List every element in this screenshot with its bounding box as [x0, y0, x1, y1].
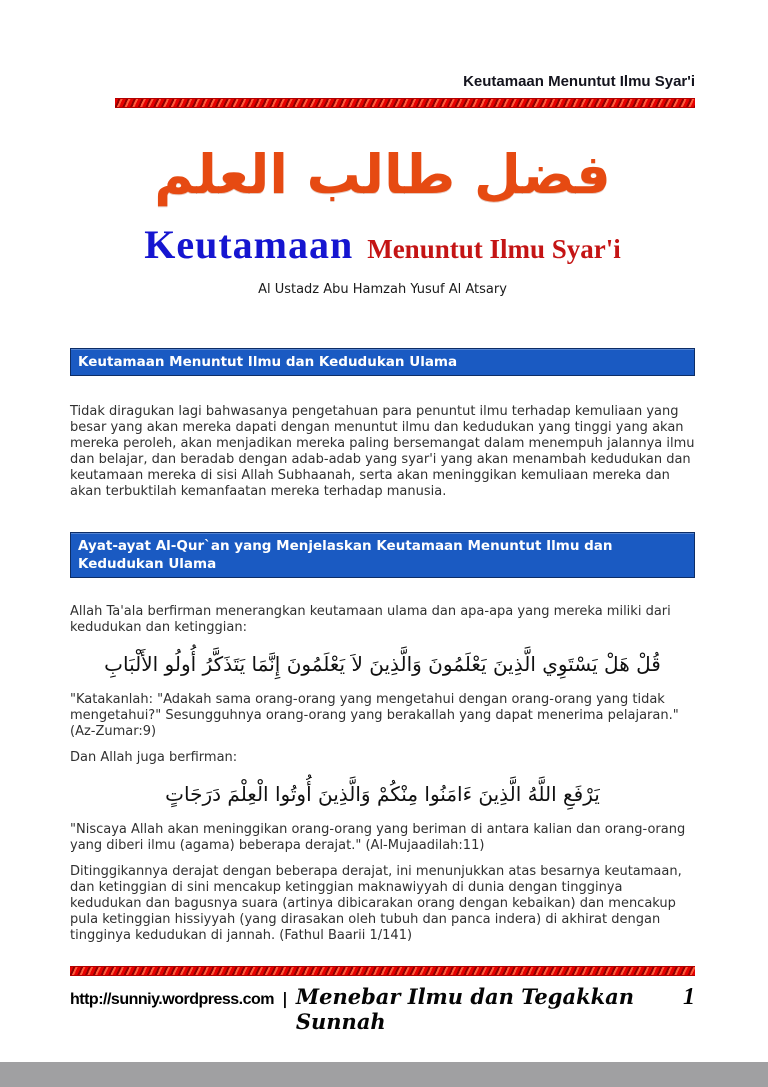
- main-title-secondary: Menuntut Ilmu Syar'i: [367, 234, 621, 264]
- running-head-title: Keutamaan Menuntut Ilmu Syar'i: [463, 73, 695, 90]
- main-title-primary: Keutamaan: [144, 222, 354, 267]
- page-number: 1: [683, 984, 695, 1010]
- footer-separator: |: [282, 989, 288, 1008]
- paragraph-section2-closing: Ditinggikannya derajat dengan beberapa derajat, ini menunjukkan atas besarnya keutamaan, dan ketinggian di sini mencakup ketinggian maknawiyyah di dunia dengan tingginya kedudukan dan bagusnya suara (artinya dibicarakan orang dengan kebaikan) dan mencakup pula ketinggian hissiyyah (yang dirasakan oleh tubuh dan panca indera) di akhirat dengan tingginya kedudukan di jannah. (Fathul Baarii 1/141): [70, 864, 682, 943]
- page-footer: [70, 984, 695, 1034]
- section-heading-ayat-quran: Ayat-ayat Al-Qur`an yang Menjelaskan Keutamaan Menuntut Ilmu dan Kedudukan Ulama: [70, 532, 695, 578]
- arabic-calligraphy-title: فضل طالب العلم: [154, 143, 611, 206]
- footer-tagline: Menebar Ilmu dan Tegakkan Sunnah: [295, 984, 635, 1034]
- main-title: [70, 222, 695, 277]
- translation-az-zumar: "Katakanlah: "Adakah sama orang-orang yang mengetahui dengan orang-orang yang tidak mengetahui?" Sesungguhnya orang-orang yang berakallah yang dapat menerima pelajaran." (Az-Zumar:9): [70, 692, 679, 739]
- background-gray-strip: [0, 1062, 768, 1087]
- section-heading-keutamaan: Keutamaan Menuntut Ilmu dan Kedudukan Ulama: [70, 348, 695, 376]
- paragraph-section2-intro: Allah Ta'ala berfirman menerangkan keutamaan ulama dan apa-apa yang mereka miliki dari kedudukan dan ketinggian:: [70, 604, 671, 635]
- author-byline: Al Ustadz Abu Hamzah Yusuf Al Atsary: [258, 282, 507, 297]
- decorative-red-rule-bottom: [70, 966, 695, 976]
- footer-url-link[interactable]: http://sunniy.wordpress.com: [70, 991, 274, 1008]
- quran-verse-az-zumar: قُلْ هَلْ يَسْتَوِي الَّذِينَ يَعْلَمُونَ وَالَّذِينَ لاَ يَعْلَمُونَ إِنَّمَا يَتَذَكَّرُ أُولُو الأَلْبَابِ: [104, 652, 661, 676]
- paragraph-section1-body: Tidak diragukan lagi bahwasanya pengetahuan para penuntut ilmu terhadap kemuliaan yang besar yang akan mereka dapati dengan menuntut ilmu dan kedudukan yang tinggi yang akan mereka peroleh, akan menjadikan mereka paling bersemangat dalam menempuh jalannya ilmu dan belajar, dan beradab dengan adab-adab yang syar'i yang akan menambah kedudukan dan keutamaan mereka di sisi Allah Subhaanah, serta akan meninggikan kemuliaan mereka dan akan terbuktilah kemanfaatan mereka terhadap manusia.: [70, 404, 695, 499]
- paragraph-between-verses: Dan Allah juga berfirman:: [70, 750, 238, 765]
- translation-al-mujaadilah: "Niscaya Allah akan meninggikan orang-orang yang beriman di antara kalian dan orang-orang yang diberi ilmu (agama) beberapa derajat." (Al-Mujaadilah:11): [70, 822, 686, 853]
- quran-verse-al-mujaadilah: يَرْفَعِ اللَّهُ الَّذِينَ ءَامَنُوا مِنْكُمْ وَالَّذِينَ أُوتُوا الْعِلْمَ دَرَجَاتٍ: [165, 782, 600, 806]
- decorative-red-rule-top: [115, 98, 695, 108]
